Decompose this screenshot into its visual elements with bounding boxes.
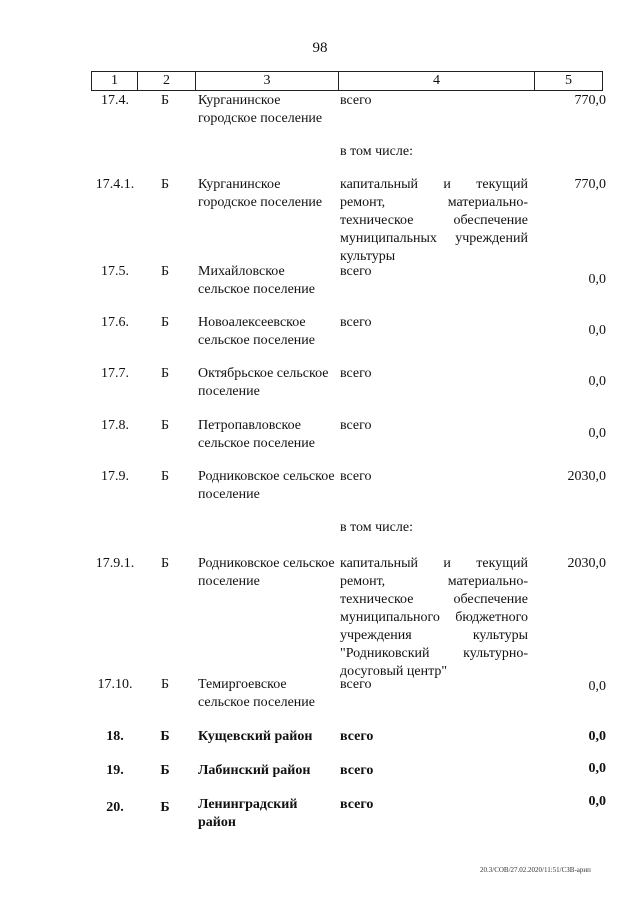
- row-description: всего: [340, 315, 372, 330]
- row-name: Ленинградский район: [198, 797, 298, 830]
- row-name: Темиргоевское сельское поселение: [198, 677, 315, 710]
- subtotal-note: в том числе:: [340, 520, 413, 535]
- row-type: Б: [160, 800, 170, 815]
- row-description: всего: [340, 418, 372, 433]
- row-number: 17.10.: [97, 677, 133, 692]
- row-number: 17.4.: [101, 93, 129, 108]
- row-name: Октябрьское сельское поселение: [198, 366, 329, 399]
- header-col-3: 3: [196, 72, 339, 90]
- row-name: Родниковское сельское поселение: [198, 469, 335, 502]
- table-header: [91, 71, 603, 91]
- row-name: Родниковское сельское поселение: [198, 556, 335, 589]
- row-type: Б: [160, 418, 170, 433]
- row-value: 0,0: [588, 679, 606, 694]
- subtotal-note: в том числе:: [340, 144, 413, 159]
- row-type: Б: [160, 677, 170, 692]
- row-value: 0,0: [588, 426, 606, 441]
- row-number: 17.6.: [101, 315, 129, 330]
- row-type: Б: [160, 366, 170, 381]
- row-number: 17.8.: [101, 418, 129, 433]
- header-col-5: 5: [565, 73, 572, 88]
- row-type: Б: [160, 763, 170, 778]
- row-number: 17.7.: [101, 366, 129, 381]
- header-col-4: 4: [339, 72, 535, 90]
- header-col-1: 1: [92, 72, 138, 90]
- header-col-2: 2: [138, 72, 196, 90]
- row-value: 2030,0: [567, 469, 606, 484]
- row-type: Б: [160, 177, 170, 192]
- row-value: 770,0: [574, 93, 606, 108]
- row-name: Курганинское городское поселение: [198, 93, 323, 126]
- row-description: всего: [340, 366, 372, 381]
- row-number: 17.9.: [101, 469, 129, 484]
- row-name: Новоалексеевское сельское поселение: [198, 315, 315, 348]
- row-number: 17.4.1.: [95, 177, 135, 192]
- row-description: всего: [340, 469, 372, 484]
- row-value: 0,0: [588, 374, 606, 389]
- row-name: Михайловское сельское поселение: [198, 264, 315, 297]
- row-description: всего: [340, 93, 372, 108]
- row-description: капитальный и текущий ремонт, материально-техническое обеспечение муниципального бюджетного учреждения культуры "Родниковский культурно-досуговый центр": [340, 556, 528, 679]
- row-value: 0,0: [588, 729, 606, 744]
- row-type: Б: [160, 556, 170, 571]
- row-number: 20.: [106, 800, 124, 815]
- row-description: всего: [340, 677, 372, 692]
- row-value: 0,0: [588, 761, 606, 776]
- row-name: Кущевский район: [198, 729, 313, 744]
- row-type: Б: [160, 264, 170, 279]
- row-value: 0,0: [588, 794, 606, 809]
- row-value: 2030,0: [567, 556, 606, 571]
- page-number: 98: [312, 40, 328, 56]
- row-type: Б: [160, 729, 170, 744]
- row-name: Курганинское городское поселение: [198, 177, 323, 210]
- row-description: всего: [340, 264, 372, 279]
- row-number: 18.: [106, 729, 124, 744]
- row-number: 17.9.1.: [95, 556, 135, 571]
- row-description: всего: [340, 763, 374, 778]
- row-type: Б: [160, 315, 170, 330]
- row-name: Петропавловское сельское поселение: [198, 418, 315, 451]
- document-footer: 20.3/СОВ/27.02.2020/11:51/СЗВ-арип: [480, 866, 591, 874]
- row-description: всего: [340, 797, 374, 812]
- row-value: 0,0: [588, 272, 606, 287]
- row-description: капитальный и текущий ремонт, материально-техническое обеспечение муниципальных учреждений культуры: [340, 177, 528, 264]
- row-type: Б: [160, 93, 170, 108]
- row-value: 0,0: [588, 323, 606, 338]
- row-description: всего: [340, 729, 374, 744]
- row-number: 17.5.: [101, 264, 129, 279]
- row-name: Лабинский район: [198, 763, 311, 778]
- row-value: 770,0: [574, 177, 606, 192]
- row-type: Б: [160, 469, 170, 484]
- row-number: 19.: [106, 763, 124, 778]
